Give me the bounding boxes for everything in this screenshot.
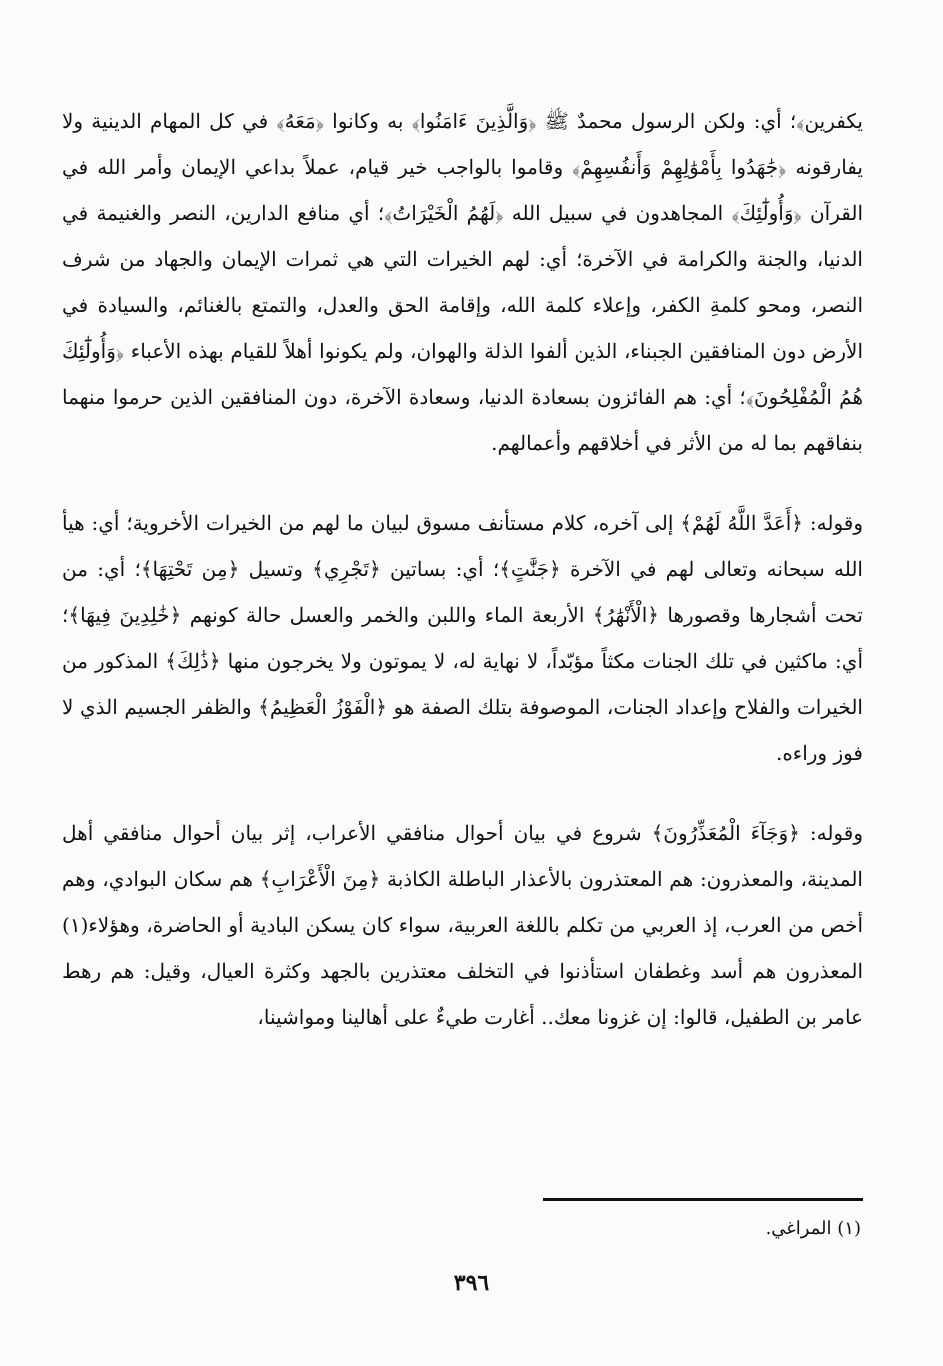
paragraph-3: وقوله: ﴿وَجَآءَ الْمُعَذِّرُونَ﴾ شروع في بيان أحوال منافقي الأعراب، إثر بيان أحوال منافقي أهل المدينة، والمعذرون: هم المعتذرون بالأعذار الباطلة الكاذبة ﴿مِنَ الْأَعْرَابِ﴾ هم سكان البوادي، وهم أخص من العرب، إذ العربي من تكلم باللغة العربية، سواء كان يسكن البادية أو الحاضرة، وهؤلاء(١) المعذرون هم أسد وغطفان استأذنوا في التخلف معتذرين بالجهد وكثرة العيال، وقيل: هم رهط عامر بن الطفيل، قالوا: إن غزونا معك.. أغارت طيءٌ على أهالينا ومواشينا، [62,821,864,1029]
main-text [62,98,863,1040]
footnote-divider [543,1198,863,1201]
page-number: ٣٩٦ [453,1270,490,1296]
footnote: (١) المراغي. [765,1218,861,1239]
paragraph-1: يكفرين﴾؛ أي: ولكن الرسول محمدٌ ﷺ ﴿وَالَّذِينَ ءَامَنُوا﴾ به وكانوا ﴿مَعَهُ﴾ في كل المهام الدينية ولا يفارقونه ﴿جَٰهَدُوا بِأَمْوَٰلِهِمْ وَأَنفُسِهِمْ﴾ وقاموا بالواجب خير قيام، عملاً بداعي الإيمان وأمر الله في القرآن ﴿وَأُولَٰٓئِكَ﴾ المجاهدون في سبيل الله ﴿لَهُمُ الْخَيْرَاتُ﴾؛ أي منافع الدارين، النصر والغنيمة في الدنيا، والجنة والكرامة في الآخرة؛ أي: لهم الخيرات التي هي ثمرات الإيمان والجهاد من شرف النصر، ومحو كلمةِ الكفر، وإعلاء كلمة الله، وإقامة الحق والعدل، والتمتع بالغنائم، والسيادة في الأرض دون المنافقين الجبناء، الذين ألفوا الذلة والهوان، ولم يكونوا أهلاً للقيام بهذه الأعباء ﴿وَأُولَٰٓئِكَ هُمُ الْمُفْلِحُونَ﴾؛ أي: هم الفائزون بسعادة الدنيا، وسعادة الآخرة، دون المنافقين الذين حرموا منهما بنفاقهم بما له من الأثر في أخلاقهم وأعمالهم. [62,109,864,455]
paragraph-2: وقوله: ﴿أَعَدَّ اللَّهُ لَهُمْ﴾ إلى آخره، كلام مستأنف مسوق لبيان ما لهم من الخيرات الأخروية؛ أي: هيأ الله سبحانه وتعالى لهم في الآخرة ﴿جَنَّٰتٍ﴾؛ أي: بساتين ﴿تَجْرِي﴾ وتسيل ﴿مِن تَحْتِهَا﴾؛ أي: من تحت أشجارها وقصورها ﴿الْأَنْهَٰرُ﴾ الأربعة الماء واللبن والخمر والعسل حالة كونهم ﴿خَٰلِدِينَ فِيهَا﴾؛ أي: ماكثين في تلك الجنات مكثاً مؤبّداً، لا نهاية له، لا يموتون ولا يخرجون منها ﴿ذَٰلِكَ﴾ المذكور من الخيرات والفلاح وإعداد الجنات، الموصوفة بتلك الصفة هو ﴿الْفَوْزُ الْعَظِيمُ﴾ والظفر الجسيم الذي لا فوز وراءه. [62,511,863,765]
